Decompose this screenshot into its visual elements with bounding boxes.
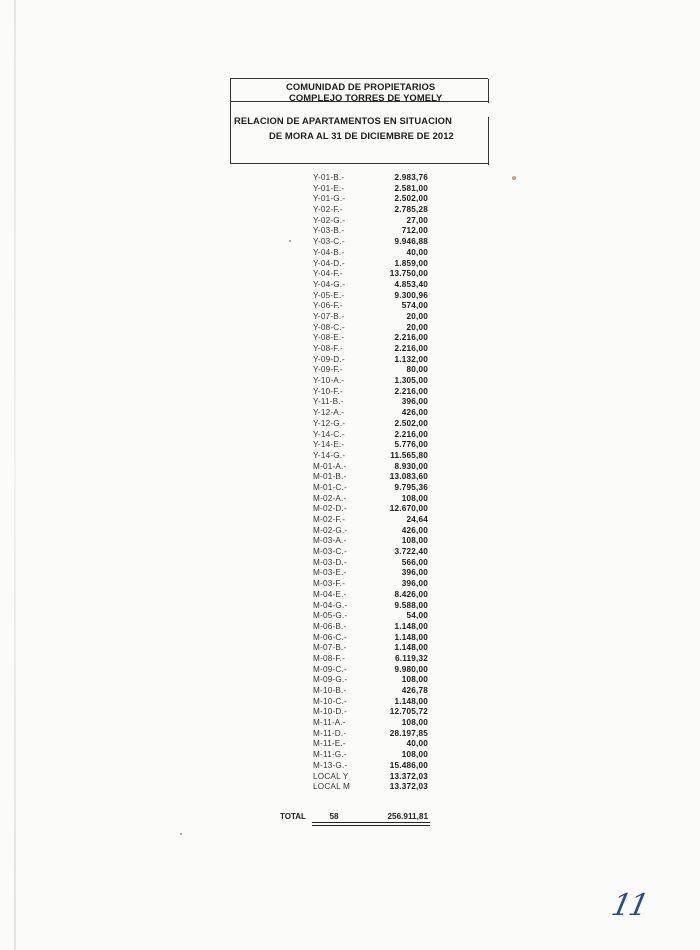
table-row xyxy=(313,654,443,665)
apartment-code: Y-08-C.- xyxy=(313,322,345,332)
arrears-amount: 1.148,00 xyxy=(394,643,428,653)
table-row xyxy=(313,675,443,686)
apartment-code: Y-14-C.- xyxy=(313,429,345,439)
arrears-amount: 2.983,76 xyxy=(394,173,428,182)
apartment-code: Y-12-G.- xyxy=(313,418,346,428)
table-row xyxy=(313,355,443,366)
arrears-amount: 2.785,28 xyxy=(394,205,428,215)
table-row xyxy=(313,782,443,793)
arrears-amount: 1.148,00 xyxy=(394,696,428,706)
total-underline-bottom xyxy=(312,825,430,826)
apartment-code: Y-09-F.- xyxy=(313,365,343,375)
table-row xyxy=(313,579,443,590)
apartment-code: Y-14-E.- xyxy=(313,440,345,450)
arrears-amount: 13.083,60 xyxy=(389,472,428,482)
table-row xyxy=(313,365,443,376)
total-label: TOTAL xyxy=(280,812,306,821)
apartment-code: M-02-D.- xyxy=(313,504,347,514)
apartment-code: M-03-D.- xyxy=(313,557,347,567)
apartment-code: LOCAL Y xyxy=(313,771,349,781)
arrears-amount: 9.980,00 xyxy=(394,664,428,674)
table-row xyxy=(313,536,443,547)
apartment-code: M-01-C.- xyxy=(313,482,347,492)
apartment-code: M-01-A.- xyxy=(313,461,347,471)
arrears-amount: 20,00 xyxy=(406,311,428,321)
header-line-3: RELACION DE APARTAMENTOS EN SITUACION xyxy=(234,115,452,126)
table-row xyxy=(313,665,443,676)
table-row xyxy=(313,194,443,205)
total-underline-top xyxy=(312,822,430,823)
apartment-code: M-01-B.- xyxy=(313,472,347,482)
apartment-code: M-03-C.- xyxy=(313,547,347,557)
arrears-amount: 2.581,00 xyxy=(394,183,428,193)
table-row xyxy=(313,301,443,312)
arrears-amount: 108,00 xyxy=(401,718,428,728)
arrears-amount: 108,00 xyxy=(401,536,428,546)
arrears-amount: 24,64 xyxy=(406,515,428,524)
table-row xyxy=(313,686,443,697)
table-row xyxy=(313,761,443,772)
apartment-code: Y-06-F.- xyxy=(313,301,343,311)
arrears-amount: 13.372,03 xyxy=(389,782,428,792)
table-row xyxy=(313,568,443,579)
apartment-code: M-02-G.- xyxy=(313,525,348,535)
arrears-amount: 80,00 xyxy=(406,365,428,375)
arrears-amount: 426,78 xyxy=(401,686,428,695)
arrears-amount: 13.372,03 xyxy=(389,771,428,781)
table-row xyxy=(313,462,443,473)
arrears-amount: 1.132,00 xyxy=(394,354,428,364)
arrears-amount: 8.426,00 xyxy=(394,589,428,599)
table-row xyxy=(313,259,443,270)
table-row xyxy=(313,601,443,612)
apartment-code: Y-12-A.- xyxy=(313,408,345,418)
arrears-amount: 426,00 xyxy=(401,408,428,418)
arrears-amount: 2.216,00 xyxy=(394,386,428,396)
apartment-code: Y-01-G.- xyxy=(313,194,346,204)
arrears-amount: 4.853,40 xyxy=(394,279,428,289)
apartment-code: Y-01-B.- xyxy=(313,173,345,182)
table-row xyxy=(313,494,443,505)
header-line-1: COMUNIDAD DE PROPIETARIOS xyxy=(286,81,436,92)
arrears-amount: 574,00 xyxy=(401,301,428,311)
apartment-code: M-02-F.- xyxy=(313,515,346,524)
arrears-amount: 1.305,00 xyxy=(394,376,428,386)
apartment-code: M-03-F.- xyxy=(313,579,346,589)
paper-speck xyxy=(180,833,182,835)
arrears-amount: 11.565,80 xyxy=(390,450,428,460)
table-row xyxy=(313,440,443,451)
paper-stain xyxy=(512,176,516,180)
table-row xyxy=(313,430,443,441)
arrears-amount: 1.148,00 xyxy=(394,632,428,642)
table-row xyxy=(313,291,443,302)
table-row xyxy=(313,387,443,398)
apartment-code: M-09-C.- xyxy=(313,664,347,674)
table-row xyxy=(313,323,443,334)
page-scan-edge xyxy=(14,0,16,950)
apartment-code: M-11-D.- xyxy=(313,728,347,738)
header-line-4: DE MORA AL 31 DE DICIEMBRE DE 2012 xyxy=(269,130,454,141)
apartment-code: M-11-G.- xyxy=(313,750,347,760)
arrears-amount: 426,00 xyxy=(401,525,428,535)
table-row xyxy=(313,312,443,323)
apartment-code: M-06-C.- xyxy=(313,632,347,642)
table-row xyxy=(313,397,443,408)
arrears-amount: 2.502,00 xyxy=(394,418,428,428)
table-row xyxy=(313,547,443,558)
table-row xyxy=(313,633,443,644)
table-row xyxy=(313,483,443,494)
table-row xyxy=(313,729,443,740)
table-row xyxy=(313,333,443,344)
apartment-code: M-02-A.- xyxy=(313,493,347,503)
apartment-code: M-03-A.- xyxy=(313,536,347,546)
apartment-code: Y-08-E.- xyxy=(313,333,345,343)
header-box-right-border-bottom xyxy=(488,117,489,165)
arrears-amount: 3.722,40 xyxy=(394,547,428,557)
apartment-code: M-09-G.- xyxy=(313,675,348,685)
arrears-amount: 9.588,00 xyxy=(394,600,428,610)
apartment-code: Y-09-D.- xyxy=(313,354,345,364)
arrears-amount: 396,00 xyxy=(401,568,428,578)
arrears-amount: 566,00 xyxy=(401,557,428,567)
apartment-code: Y-07-B.- xyxy=(313,311,345,321)
table-row xyxy=(313,226,443,237)
apartment-code: M-05-G.- xyxy=(313,611,348,621)
apartment-code: M-10-B.- xyxy=(313,686,347,695)
arrears-amount: 27,00 xyxy=(406,215,428,225)
apartment-code: M-11-A.- xyxy=(313,718,346,728)
paper-speck xyxy=(289,240,291,242)
apartment-code: M-03-E.- xyxy=(313,568,347,578)
apartment-code: M-06-B.- xyxy=(313,621,347,631)
arrears-amount: 2.216,00 xyxy=(394,429,428,439)
table-row xyxy=(313,173,443,184)
table-row xyxy=(313,237,443,248)
table-row xyxy=(313,504,443,515)
arrears-amount: 8.930,00 xyxy=(394,461,428,471)
table-row xyxy=(313,558,443,569)
table-row xyxy=(313,451,443,462)
apartment-code: Y-11-B.- xyxy=(313,397,344,407)
arrears-amount: 12.705,72 xyxy=(389,707,428,717)
table-row xyxy=(313,216,443,227)
apartment-code: Y-08-F.- xyxy=(313,344,343,353)
apartment-code: Y-04-D.- xyxy=(313,258,345,268)
arrears-amount: 28.197,85 xyxy=(389,728,428,738)
apartment-code: M-10-C.- xyxy=(313,696,347,706)
table-row xyxy=(313,248,443,259)
table-row xyxy=(313,622,443,633)
arrears-amount: 2.216,00 xyxy=(394,344,428,353)
table-row xyxy=(313,590,443,601)
handwritten-page-number: 11 xyxy=(608,888,650,923)
arrears-amount: 396,00 xyxy=(401,579,428,589)
table-row xyxy=(313,344,443,355)
total-count: 58 xyxy=(329,812,339,821)
table-row xyxy=(313,269,443,280)
apartment-code: Y-03-B.- xyxy=(313,226,345,236)
arrears-amount: 1.859,00 xyxy=(394,258,428,268)
apartment-code: M-13-G.- xyxy=(313,760,348,770)
apartment-code: Y-10-F.- xyxy=(313,386,343,396)
apartment-code: M-11-E.- xyxy=(313,739,346,749)
apartment-code: M-08-F.- xyxy=(313,653,346,663)
apartment-code: Y-04-F.- xyxy=(313,269,343,279)
table-row xyxy=(313,376,443,387)
apartment-code: Y-03-C.- xyxy=(313,237,345,247)
arrears-amount: 13.750,00 xyxy=(389,269,428,279)
table-row xyxy=(313,205,443,216)
table-row xyxy=(313,280,443,291)
apartment-code: Y-02-G.- xyxy=(313,215,346,225)
apartment-code: Y-05-E.- xyxy=(313,290,345,300)
header-line-2: COMPLEJO TORRES DE YOMELY xyxy=(289,92,443,103)
arrears-amount: 54,00 xyxy=(406,611,428,621)
table-row xyxy=(313,526,443,537)
apartment-code: M-04-G.- xyxy=(313,600,348,610)
arrears-amount: 1.148,00 xyxy=(394,621,428,631)
arrears-amount: 9.946,88 xyxy=(394,237,428,247)
table-row xyxy=(313,184,443,195)
apartment-code: LOCAL M xyxy=(313,782,351,792)
arrears-amount: 40,00 xyxy=(406,247,428,257)
arrears-amount: 108,00 xyxy=(401,675,428,685)
arrears-amount: 20,00 xyxy=(406,322,428,332)
arrears-amount: 712,00 xyxy=(401,226,428,236)
apartment-code: Y-04-B.- xyxy=(313,247,345,257)
table-row xyxy=(313,515,443,526)
apartment-code: M-04-E.- xyxy=(313,589,347,599)
table-row xyxy=(313,707,443,718)
apartment-code: Y-01-E.- xyxy=(313,183,345,193)
table-row xyxy=(313,419,443,430)
arrears-list xyxy=(313,173,443,793)
arrears-amount: 12.670,00 xyxy=(389,504,428,514)
apartment-code: Y-02-F.- xyxy=(313,205,343,215)
arrears-amount: 396,00 xyxy=(401,397,428,407)
table-row xyxy=(313,643,443,654)
arrears-amount: 15.486,00 xyxy=(389,760,428,770)
apartment-code: Y-10-A.- xyxy=(313,376,345,386)
arrears-amount: 108,00 xyxy=(401,493,428,503)
table-row xyxy=(313,408,443,419)
apartment-code: M-07-B.- xyxy=(313,643,347,653)
arrears-amount: 6.119,32 xyxy=(394,653,428,663)
table-row xyxy=(313,718,443,729)
apartment-code: M-10-D.- xyxy=(313,707,347,717)
arrears-amount: 2.216,00 xyxy=(394,333,428,343)
arrears-amount: 9.300,96 xyxy=(394,290,428,300)
arrears-amount: 40,00 xyxy=(406,739,428,749)
table-row xyxy=(313,611,443,622)
arrears-amount: 5.776,00 xyxy=(394,440,428,450)
table-row xyxy=(313,697,443,708)
header-box-right-border-top xyxy=(488,79,489,103)
apartment-code: Y-14-G.- xyxy=(313,450,346,460)
table-row xyxy=(313,739,443,750)
arrears-amount: 108,00 xyxy=(401,750,428,760)
table-row xyxy=(313,772,443,783)
header-box xyxy=(230,78,488,164)
apartment-code: Y-04-G.- xyxy=(313,279,346,289)
table-row xyxy=(313,750,443,761)
table-row xyxy=(313,472,443,483)
total-sum: 256.911,81 xyxy=(387,812,428,821)
arrears-amount: 2.502,00 xyxy=(394,194,428,204)
arrears-amount: 9.795,36 xyxy=(394,482,428,492)
